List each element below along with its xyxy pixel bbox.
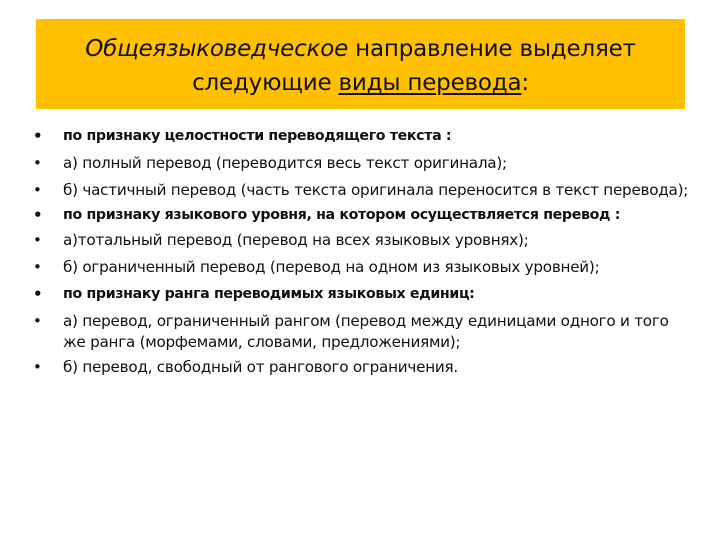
- title-line-2-suffix: :: [521, 70, 529, 96]
- bullet-text: б) частичный перевод (часть текста оригинала переносится в текст перевода);: [63, 181, 689, 199]
- title-line-2: [36, 66, 685, 100]
- bullet-item: [33, 205, 693, 226]
- title-line-2-prefix: следующие: [192, 70, 339, 96]
- bullet-text: а) полный перевод (переводится весь текст оригинала);: [63, 154, 507, 172]
- bullet-list: [33, 126, 693, 384]
- bullet-item: [33, 153, 693, 174]
- title-underlined-term: виды перевода: [338, 70, 522, 96]
- bullet-item: [33, 311, 693, 353]
- bullet-item: [33, 357, 693, 378]
- title-line-1-rest: направление выделяет: [348, 36, 636, 62]
- bullet-text: б) перевод, свободный от рангового ограничения.: [63, 358, 458, 376]
- bullet-text: а) перевод, ограниченный рангом (перевод между единицами одного и того же ранга (морфемами, словами, предложениями);: [63, 312, 669, 351]
- bullet-text: а)тотальный перевод (перевод на всех языковых уровнях);: [63, 231, 529, 249]
- bullet-text: по признаку ранга переводимых языковых единиц:: [63, 286, 475, 302]
- bullet-text: б) ограниченный перевод (перевод на одном из языковых уровней);: [63, 258, 600, 276]
- title-italic-term: Общеязыковедческое: [85, 36, 349, 62]
- title-line-1: [36, 32, 685, 66]
- bullet-item: [33, 126, 693, 147]
- bullet-item: [33, 284, 693, 305]
- bullet-text: по признаку целостности переводящего текста :: [63, 128, 452, 144]
- bullet-item: [33, 180, 693, 201]
- bullet-item: [33, 230, 693, 251]
- bullet-text: по признаку языкового уровня, на котором осуществляется перевод :: [63, 207, 621, 223]
- bullet-item: [33, 257, 693, 278]
- slide-title: [36, 19, 685, 109]
